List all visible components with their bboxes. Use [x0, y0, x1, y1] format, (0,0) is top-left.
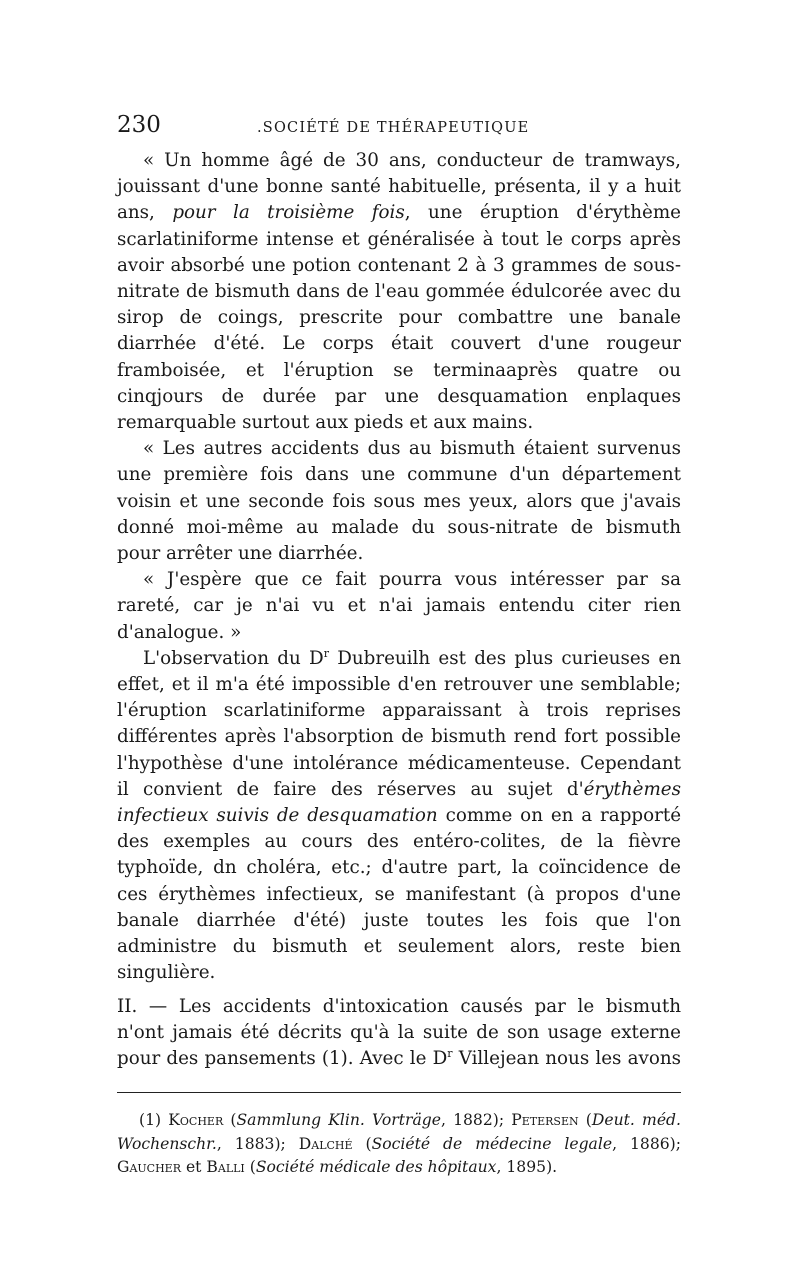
book-page: [117, 112, 681, 1180]
text-span: Villejean nous les avons: [452, 1047, 681, 1069]
text-span: L'observation du D: [143, 647, 324, 669]
journal-title: Société médicale des hôpitaux: [255, 1158, 497, 1177]
text-span: (: [578, 1111, 592, 1130]
journal-title: Société de médecine legale: [371, 1134, 613, 1153]
footnote-text: [117, 1111, 681, 1176]
author-name: Dalché: [298, 1134, 353, 1153]
footnote-divider: [117, 1092, 681, 1093]
page-number: 230: [117, 112, 161, 138]
superscript: r: [447, 1046, 453, 1060]
author-name: Balli: [206, 1158, 245, 1177]
author-name: Petersen: [511, 1111, 579, 1130]
italic-span: érythèmes infectieux suivis de desquamation: [117, 778, 681, 827]
body-text: [117, 148, 681, 1072]
text-span: (: [244, 1158, 256, 1177]
running-head: .SOCIÉTÉ DE THÉRAPEUTIQUE: [257, 120, 530, 136]
paragraph-1: [117, 148, 681, 436]
author-name: Gaucher: [117, 1158, 181, 1177]
text-span: , une éruption d'érythème scarlatiniforme intense et généralisée à tout le corps après avoir absorbé une potion contenant 2 à 3 grammes de sous-nitrate de bismuth dans de l'eau gommée édulcorée avec du sirop de coings, prescrite pour combattre une banale diarrhée d'été. Le corps était couvert d'une rougeur framboisée, et l'éruption se terminaaprès quatre ou cinqjours de durée par une desquamation enplaques remarquable surtout aux pieds et aux mains.: [117, 202, 681, 434]
superscript: r: [323, 646, 329, 660]
text-span: et: [181, 1158, 207, 1177]
journal-title: Sammlung Klin. Vorträge: [236, 1111, 441, 1130]
page-header: [117, 112, 681, 144]
paragraph-5: [117, 994, 681, 1073]
footnote-1: [117, 1109, 681, 1180]
text-span: , 1882);: [440, 1111, 512, 1130]
footnotes: [117, 1109, 681, 1180]
text-span: II. — Les accidents d'intoxication causés par le bismuth n'ont jamais été décrits qu'à la suite de son usage externe pour des pansements (1). Avec le D: [117, 995, 681, 1069]
text-span: comme on en a rapporté des exemples au cours des entéro-colites, de la fièvre typhoïde, dn choléra, etc.; d'autre part, la coïncidence de ces érythèmes infectieux, se manifestant (à propos d'une banale diarrhée d'été) juste toutes les fois que l'on administre du bismuth et seulement alors, reste bien singulière.: [117, 805, 682, 984]
text-span: (: [352, 1134, 372, 1153]
text-span: , 1883);: [216, 1134, 299, 1153]
author-name: Kocher: [168, 1111, 224, 1130]
text-span: , 1895).: [496, 1158, 558, 1177]
paragraph-2: « Les autres accidents dus au bismuth étaient survenus une première fois dans une commune d'un département voisin et une seconde fois sous mes yeux, alors que j'avais donné moi-même au malade du sous-nitrate de bismuth pour arrêter une diarrhée.: [117, 438, 681, 565]
text-span: , 1886);: [612, 1134, 681, 1153]
text-span: « Un homme âgé de 30 ans, conducteur de tramways, jouissant d'une bonne santé habituelle, présenta, il y a huit ans,: [117, 150, 681, 224]
footnote-marker: (1): [139, 1111, 169, 1130]
text-span: (: [223, 1111, 237, 1130]
journal-title: Deut. méd. Wochenschr.: [117, 1111, 681, 1153]
italic-span: pour la troisième fois: [172, 202, 405, 224]
paragraph-4: [117, 646, 681, 987]
paragraph-3: « J'espère que ce fait pourra vous intéresser par sa rareté, car je n'ai vu et n'ai jamais entendu citer rien d'analogue. »: [117, 569, 681, 643]
text-span: Dubreuilh est des plus curieuses en effet, et il m'a été impossible d'en retrouver une semblable; l'éruption scarlatiniforme apparaissant à trois reprises différentes après l'absorption de bismuth rend fort possible l'hypothèse d'une intolérance médicamenteuse. Cependant il convient de faire des réserves au sujet d': [117, 647, 681, 800]
